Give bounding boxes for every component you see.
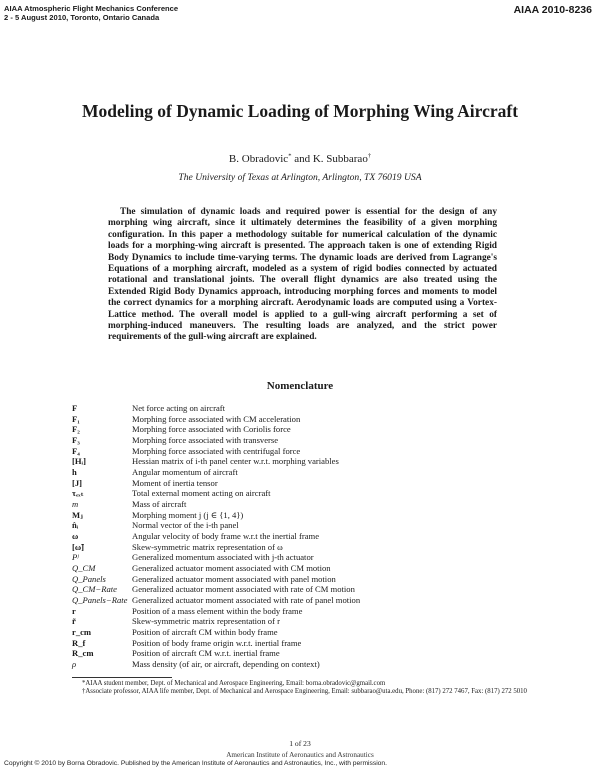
nomenclature-symbol: F (72, 403, 78, 413)
nomenclature-description: Skew-symmetric matrix representation of r (132, 616, 280, 627)
nomenclature-description: Generalized actuator moment associated with CM motion (132, 563, 331, 574)
nomenclature-row (72, 467, 542, 478)
nomenclature-symbol: Q_CM−Rate (72, 584, 117, 595)
nomenclature-symbol: r̃ (72, 616, 76, 627)
publisher-line: American Institute of Aeronautics and Astronautics (226, 751, 374, 759)
nomenclature-description: Net force acting on aircraft (132, 403, 226, 413)
nomenclature-symbol: F₂ (72, 424, 80, 435)
nomenclature-description: Generalized actuator moment associated with rate of CM motion (132, 584, 355, 595)
nomenclature-symbol: m (72, 499, 79, 510)
nomenclature-symbol: Q_Panels−Rate (72, 595, 128, 606)
nomenclature-row (72, 659, 542, 670)
nomenclature-description: Mass of aircraft (132, 499, 187, 510)
nomenclature-row (72, 638, 542, 649)
nomenclature-description: Generalized actuator moment associated with panel motion (132, 573, 336, 584)
nomenclature-row (72, 584, 542, 595)
nomenclature-symbol: F₄ (72, 445, 80, 456)
nomenclature-description: Morphing force associated with Coriolis force (132, 424, 291, 435)
nomenclature-row (72, 499, 542, 510)
nomenclature-description: Morphing force associated with centrifugal force (132, 445, 301, 456)
nomenclature-description: Normal vector of the i-th panel (132, 520, 239, 531)
nomenclature-symbol: Q_CM (72, 563, 96, 574)
nomenclature-row (72, 435, 542, 446)
nomenclature-list (72, 403, 542, 670)
abstract: The simulation of dynamic loads and required power is essential for the design of any morphing wing aircraft, since it ultimately determines the feasibility of a given morphing configuration. In this paper a methodology suitable for numerical calculation of the dynamic loads for a morphing-wing aircraft is presented. The approach taken is one of extending Rigid Body Dynamics to include time-varying terms. The dynamic loads are derived from Lagrange's Equations of a morphing aircraft, modeled as a system of rigid bodies connected by actuated rotational and translational joints. The overall flight dynamics are also treated using the Extended Rigid Body Dynamics approach, introducing morphing forces and moments to model the correct dynamics for a morphing aircraft. Aerodynamic loads are computed using a Vortex-Lattice method. The overall model is applied to a gull-wing aircraft performing a set of morphing-induced maneuvers. The resulting loads are analyzed, and the strict power requirements of the gull-wing aircraft are explained. (108, 207, 497, 343)
nomenclature-symbol: n̂ᵢ (72, 520, 79, 531)
nomenclature-symbol: Mⱼ (72, 509, 83, 520)
footnote-author1: *AIAA student member, Dept. of Mechanical and Aerospace Engineering, Email: borna.obradovic@gmail.com (82, 680, 386, 687)
paper-title: Modeling of Dynamic Loading of Morphing Wing Aircraft (81, 101, 519, 121)
nomenclature-description: Moment of inertia tensor (132, 477, 218, 488)
nomenclature-row (72, 414, 542, 425)
footnote-rule (72, 677, 172, 678)
nomenclature-description: Hessian matrix of i-th panel center w.r.t. morphing variables (132, 456, 339, 467)
conference-dates: 2 - 5 August 2010, Toronto, Ontario Canada (4, 13, 160, 22)
nomenclature-row (72, 478, 542, 489)
nomenclature-symbol: [Hᵢ] (72, 456, 86, 467)
nomenclature-symbol: Q_Panels (72, 573, 106, 584)
nomenclature-description: Angular momentum of aircraft (132, 467, 238, 478)
nomenclature-row (72, 648, 542, 659)
nomenclature-row (72, 616, 542, 627)
nomenclature-symbol: R_f (72, 637, 86, 648)
nomenclature-heading: Nomenclature (266, 380, 334, 392)
nomenclature-description: Generalized momentum associated with j-th actuator (132, 552, 314, 563)
nomenclature-description: Total external moment acting on aircraft (132, 488, 271, 499)
nomenclature-row (72, 627, 542, 638)
paper-id: AIAA 2010-8236 (513, 4, 592, 16)
nomenclature-symbol: τₑₓₜ (72, 488, 84, 499)
affiliation: The University of Texas at Arlington, Arlington, TX 76019 USA (178, 172, 422, 183)
nomenclature-symbol: R_cm (72, 648, 94, 659)
author-subbarao: K. Subbarao (312, 153, 368, 165)
nomenclature-description: Generalized actuator moment associated with rate of panel motion (132, 595, 361, 606)
author-connector: and (291, 153, 313, 165)
nomenclature-description: Mass density (of air, or aircraft, depending on context) (132, 659, 320, 670)
nomenclature-row (72, 574, 542, 585)
nomenclature-row (72, 510, 542, 521)
footnotes (72, 680, 532, 697)
nomenclature-symbol: h (72, 467, 77, 478)
nomenclature-description: Skew-symmetric matrix representation of ω (132, 541, 283, 552)
nomenclature-row (72, 595, 542, 606)
nomenclature-row (72, 520, 542, 531)
nomenclature-symbol: F₃ (72, 435, 80, 446)
nomenclature-row (72, 446, 542, 457)
nomenclature-description: Position of a mass element within the body frame (132, 605, 303, 616)
nomenclature-row (72, 542, 542, 553)
nomenclature-description: Angular velocity of body frame w.r.t the inertial frame (132, 531, 320, 542)
authors (0, 153, 600, 165)
nomenclature-description: Morphing force associated with transverse (132, 435, 279, 446)
copyright-notice: Copyright © 2010 by Borna Obradovic. Published by the American Institute of Aeronautics and Astronautics, Inc., with permission. (4, 760, 387, 767)
nomenclature-row (72, 606, 542, 617)
conference-header (4, 4, 178, 22)
nomenclature-description: Morphing moment j (j ∈ {1, 4}) (132, 509, 244, 520)
footnote-author2: †Associate professor, AIAA life member, Dept. of Mechanical and Aerospace Engineering, Email: subbarao@uta.edu, Phone: (817) 272 7467, Fax: (817) 272 5010 (82, 688, 527, 696)
nomenclature-symbol: r_cm (72, 627, 92, 638)
author-obradovic: B. Obradovic (228, 153, 289, 165)
nomenclature-symbol: Pʲ (72, 552, 79, 563)
nomenclature-symbol: ρ (72, 659, 77, 670)
page-number: 1 of 23 (289, 739, 311, 748)
nomenclature-symbol: r (72, 605, 76, 616)
conference-name: AIAA Atmospheric Flight Mechanics Conference (4, 4, 179, 13)
nomenclature-symbol: [ω̃] (72, 541, 85, 552)
nomenclature-row (72, 403, 542, 414)
nomenclature-row (72, 424, 542, 435)
nomenclature-symbol: [J] (72, 477, 83, 488)
nomenclature-description: Position of body frame origin w.r.t. inertial frame (132, 637, 302, 648)
nomenclature-description: Position of aircraft CM w.r.t. inertial frame (132, 648, 280, 659)
nomenclature-symbol: F₁ (72, 413, 80, 424)
nomenclature-row (72, 456, 542, 467)
nomenclature-symbol: ω (72, 531, 79, 542)
nomenclature-row (72, 531, 542, 542)
nomenclature-description: Position of aircraft CM within body frame (132, 627, 278, 638)
nomenclature-row (72, 552, 542, 563)
author1-footnote-mark: * (288, 152, 292, 160)
nomenclature-description: Morphing force associated with CM acceleration (132, 413, 301, 424)
nomenclature-row (72, 563, 542, 574)
author2-footnote-mark: † (367, 152, 372, 160)
nomenclature-row (72, 488, 542, 499)
